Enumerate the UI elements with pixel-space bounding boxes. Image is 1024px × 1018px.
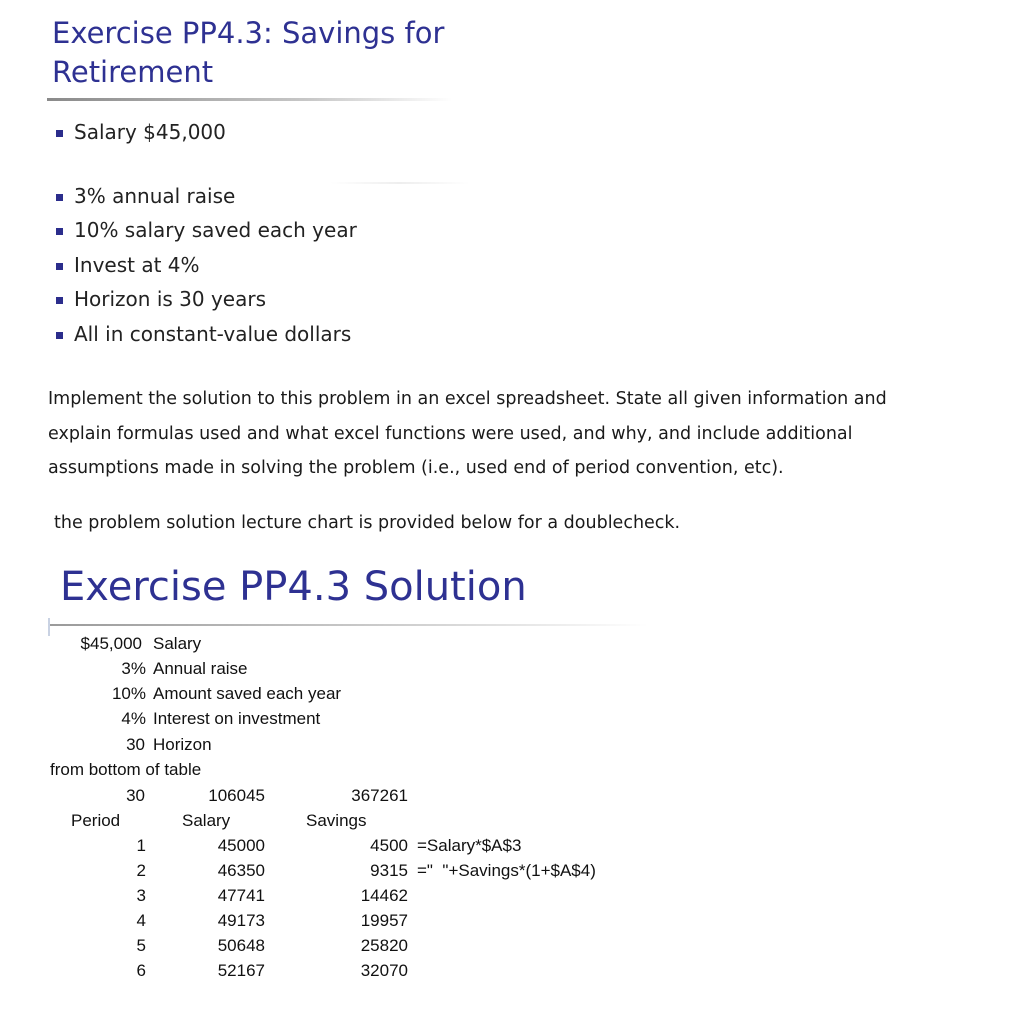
slide1-title-line2: Retirement	[52, 55, 214, 89]
period-cell: 3	[136, 886, 146, 905]
salary-cell: 47741	[217, 886, 265, 905]
faint-divider	[330, 182, 470, 184]
savings-cell: 9315	[370, 861, 408, 880]
input-label: Amount saved each year	[153, 684, 342, 703]
input-value: 4%	[121, 709, 146, 728]
title-divider	[47, 98, 452, 101]
period-cell: 6	[136, 961, 146, 980]
slide2-title: Exercise PP4.3 Solution	[60, 564, 527, 610]
input-label: Horizon	[153, 735, 212, 754]
square-bullet-icon	[56, 332, 63, 339]
input-label: Interest on investment	[153, 709, 321, 728]
period-cell: 4	[136, 911, 146, 930]
square-bullet-icon	[56, 263, 63, 270]
salary-cell: 49173	[217, 911, 265, 930]
savings-cell: 19957	[360, 911, 408, 930]
savings-cell: 32070	[360, 961, 408, 980]
formula-cell: =" "+Savings*(1+$A$4)	[417, 861, 596, 880]
input-value: 3%	[121, 659, 146, 678]
square-bullet-icon	[56, 130, 63, 137]
instruction-note: the problem solution lecture chart is provided below for a doublecheck.	[54, 513, 681, 533]
summary-period: 30	[126, 786, 145, 805]
summary-salary: 106045	[208, 786, 265, 805]
bullet-text: Salary $45,000	[74, 120, 226, 144]
header-period: Period	[71, 811, 121, 830]
square-bullet-icon	[56, 228, 63, 235]
bullet-item	[56, 117, 226, 147]
input-label: Salary	[153, 634, 202, 653]
square-bullet-icon	[56, 297, 63, 304]
bullet-text: 3% annual raise	[74, 184, 236, 208]
input-value: 30	[126, 735, 145, 754]
bullet-item	[56, 181, 235, 211]
savings-cell: 25820	[360, 936, 408, 955]
from-bottom-label: from bottom of table	[50, 760, 202, 779]
salary-cell: 50648	[217, 936, 265, 955]
savings-cell: 14462	[360, 886, 408, 905]
salary-cell: 45000	[217, 836, 265, 855]
solution-divider	[48, 624, 648, 626]
period-cell: 2	[136, 861, 146, 880]
salary-cell: 46350	[217, 861, 265, 880]
header-salary: Salary	[182, 811, 231, 830]
formula-cell: =Salary*$A$3	[417, 836, 522, 855]
slide1-title-line1: Exercise PP4.3: Savings for	[52, 16, 445, 50]
instruction-line-1: Implement the solution to this problem in an excel spreadsheet. State all given information and	[48, 389, 887, 409]
bullet-text: Invest at 4%	[74, 253, 200, 277]
bullet-item	[56, 215, 357, 245]
square-bullet-icon	[56, 194, 63, 201]
header-savings: Savings	[306, 811, 367, 830]
bullet-text: 10% salary saved each year	[74, 218, 357, 242]
bullet-text: Horizon is 30 years	[74, 287, 267, 311]
summary-savings: 367261	[351, 786, 408, 805]
bullet-item	[56, 319, 351, 349]
period-cell: 1	[136, 836, 146, 855]
input-value: $45,000	[80, 634, 142, 653]
bullet-item	[56, 284, 266, 314]
savings-cell: 4500	[370, 836, 408, 855]
bullet-text: All in constant-value dollars	[74, 322, 352, 346]
instruction-line-2: explain formulas used and what excel functions were used, and why, and include additional	[48, 424, 853, 444]
input-label: Annual raise	[153, 659, 248, 678]
salary-cell: 52167	[217, 961, 265, 980]
period-cell: 5	[136, 936, 146, 955]
instruction-line-3: assumptions made in solving the problem (i.e., used end of period convention, etc).	[48, 458, 784, 478]
bullet-item	[56, 250, 200, 280]
input-value: 10%	[111, 684, 146, 703]
